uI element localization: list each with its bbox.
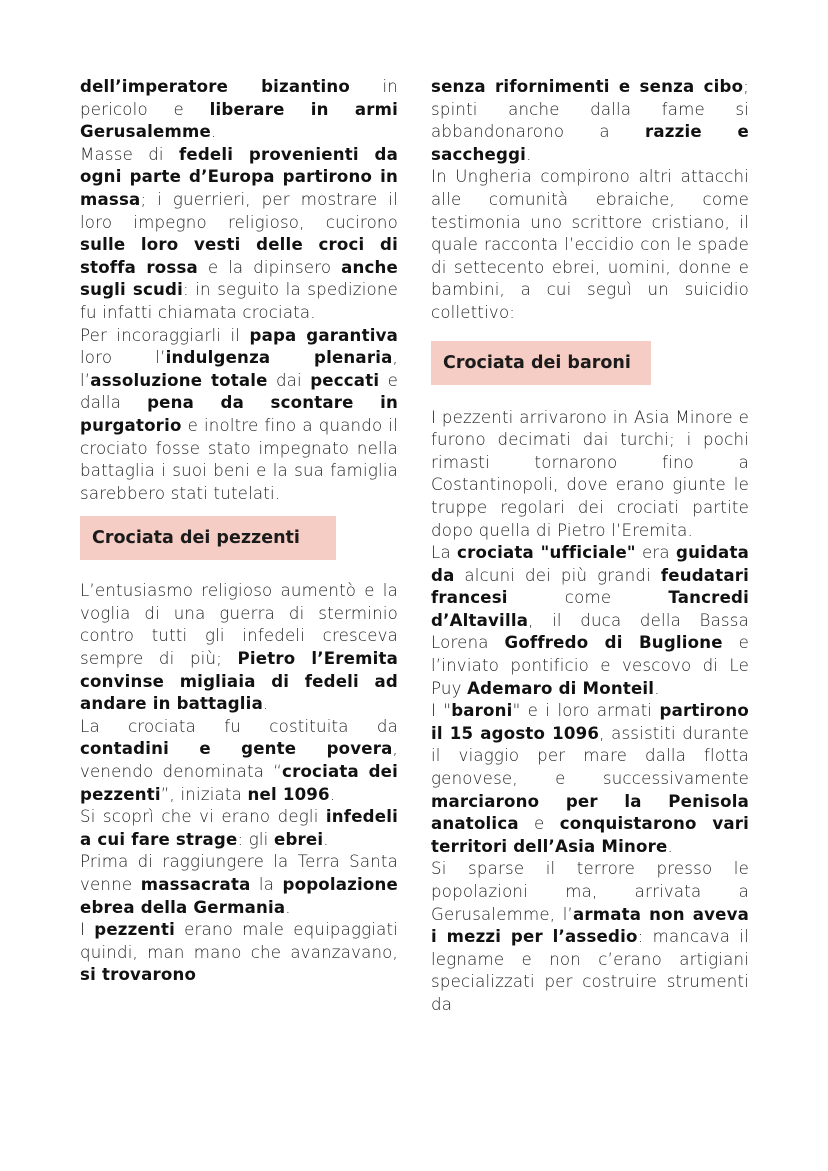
bold-text-run: popolazione ebrea della Germania [80, 875, 398, 917]
bold-text-run: conquistarono vari territori dell’Asia Minore [431, 814, 750, 856]
text-run: : gli [237, 829, 274, 849]
text-run: , il duca della Bassa Lorena [431, 610, 749, 653]
text-run: ; i guerrieri, per mostrare il loro impegno religioso, cucirono [80, 189, 398, 232]
bold-text-run: marciarono per la Penisola anatolica [431, 791, 749, 834]
text-run: . [526, 144, 532, 164]
bold-text-run: Goffredo di Buglione [504, 633, 723, 653]
bold-text-run: pezzenti [94, 920, 175, 940]
text-run: ”, iniziata [160, 784, 248, 804]
bold-text-run: indulgenza plenaria [165, 348, 393, 368]
text-run: . [285, 897, 291, 917]
bold-text-run: peccati [310, 370, 380, 390]
bold-text-run: papa garantiva [249, 325, 398, 345]
right-column [431, 76, 749, 1017]
text-run: . [210, 122, 217, 142]
paragraph [80, 144, 398, 325]
text-run: , venendo denominata “ [80, 739, 398, 782]
bold-text-run: crociata "ufficiale" [457, 543, 636, 563]
text-run: La [431, 543, 458, 563]
text-run: ; spinti anche dalla fame si abbandonarono a [431, 77, 749, 142]
section-heading-text: Crociata dei baroni [443, 352, 631, 373]
text-run: Si scoprì che vi erano degli [80, 807, 326, 827]
bold-text-run: si trovarono [80, 965, 197, 985]
bold-text-run: Pietro l’Eremita convinse migliaia di fedeli ad andare in battaglia [80, 649, 398, 714]
paragraph [80, 325, 398, 506]
text-run: . [667, 836, 673, 856]
text-run: In Ungheria compirono altri attacchi alle comunità ebraiche, come testimonia uno scrittore cristiano, il quale racconta l’eccidio con le spade di settecento ebrei, uomini, donne e bambini, a cui seguì un suicidio collettivo: [431, 167, 749, 322]
text-run: . [323, 829, 329, 849]
bold-text-run: sulle loro vesti delle croci di stoffa rossa [80, 235, 398, 277]
text-run: Per incoraggiarli il [80, 325, 250, 345]
text-run: e [518, 814, 560, 834]
text-run: in pericolo e [80, 77, 398, 119]
paragraph [80, 919, 398, 987]
text-run: erano male equipaggiati quindi, man mano che avanzavano, [80, 920, 398, 962]
text-run: la [250, 875, 283, 894]
text-run: e inoltre fino a quando il crociato fosse stato impegnato nella battaglia i suoi beni e la sua famiglia sarebbero stati tutelati. [80, 415, 398, 503]
bold-text-run: nel 1096 [247, 784, 330, 804]
paragraph [431, 700, 749, 858]
text-run: " e i loro armati [512, 701, 660, 721]
bold-text-run: pena da scontare in purgatorio [80, 393, 398, 435]
paragraph [431, 166, 749, 324]
bold-text-run: contadini e gente povera [80, 739, 393, 759]
text-run: era [635, 543, 676, 563]
paragraph [80, 851, 398, 919]
text-run: La crociata fu costituita da [80, 716, 398, 736]
left-column [80, 76, 398, 987]
text-run: I [80, 920, 95, 940]
text-run: : in seguito la spedizione fu infatti chiamata crociata. [80, 280, 399, 322]
bold-text-run: razzie e saccheggi [431, 122, 749, 164]
paragraph [431, 407, 749, 543]
text-run: , assistiti durante il viaggio per mare dalla flotta genovese, e successivamente [431, 723, 749, 789]
paragraph [80, 580, 398, 716]
text-run: I " [431, 701, 452, 721]
bold-text-run: Ademaro di Monteil [467, 678, 655, 698]
bold-text-run: guidata da [431, 543, 749, 585]
paragraph [431, 858, 749, 1016]
text-run: . [329, 784, 336, 804]
text-run: loro l’ [80, 348, 166, 368]
paragraph [80, 76, 398, 144]
bold-text-run: partirono il 15 agosto 1096 [431, 701, 749, 743]
text-run: . [262, 694, 269, 714]
text-run: . [654, 678, 660, 698]
section-heading-text: Crociata dei pezzenti [92, 528, 300, 549]
text-run: Si sparse il terrore presso le popolazioni ma, arrivata a Gerusalemme, l’ [431, 859, 749, 924]
text-run: Prima di raggiungere la Terra Santa venne [80, 852, 398, 894]
bold-text-run: baroni [451, 701, 513, 721]
bold-text-run: ebrei [273, 829, 324, 849]
bold-text-run: fedeli provenienti da ogni parte d’Europa partirono in massa [80, 144, 398, 209]
bold-text-run: infedeli a cui fare strage [80, 807, 398, 849]
paragraph [80, 716, 398, 806]
text-run: e dalla [80, 370, 398, 413]
text-run: come [507, 588, 669, 608]
text-run: e la dipinsero [197, 257, 342, 277]
bold-text-run: assoluzione totale [90, 370, 268, 390]
bold-text-run: Tancredi d’Altavilla [431, 588, 749, 630]
paragraph [431, 542, 749, 700]
bold-text-run: armata non aveva i mezzi per l’assedio [431, 904, 750, 947]
text-run: L’entusiasmo religioso aumentò e la voglia di una guerra di sterminio contro tutti gli infedeli cresceva sempre di più; [80, 581, 398, 669]
section-heading-pezzenti [80, 516, 336, 560]
text-run: alcuni dei più grandi [454, 565, 661, 585]
section-heading-baroni [431, 341, 651, 385]
text-run: dai [267, 370, 311, 390]
bold-text-run: anche sugli scudi [80, 257, 398, 300]
paragraph [431, 76, 749, 166]
text-run: e l’inviato pontificio e vescovo di Le Puy [431, 633, 750, 698]
bold-text-run: senza rifornimenti e senza cibo [431, 77, 744, 96]
text-run: I pezzenti arrivarono in Asia Minore e furono decimati dai turchi; i pochi rimasti tornarono fino a Costantinopoli, dove erano giunte le truppe regolari dei crociati partite dopo quella di Pietro l’Eremita. [431, 407, 749, 540]
text-run: Masse di [80, 144, 179, 164]
paragraph [80, 806, 398, 851]
text-run: : mancava il legname e non c’erano artigiani specializzati per costruire strumenti da [431, 927, 749, 1014]
bold-text-run: liberare in armi Gerusalemme [80, 99, 398, 142]
bold-text-run: massacrata [140, 875, 251, 894]
bold-text-run: feudatari francesi [431, 565, 749, 608]
text-run: , l’ [80, 348, 398, 390]
bold-text-run: crociata dei pezzenti [80, 762, 398, 804]
bold-text-run: dell’imperatore bizantino [80, 77, 350, 96]
